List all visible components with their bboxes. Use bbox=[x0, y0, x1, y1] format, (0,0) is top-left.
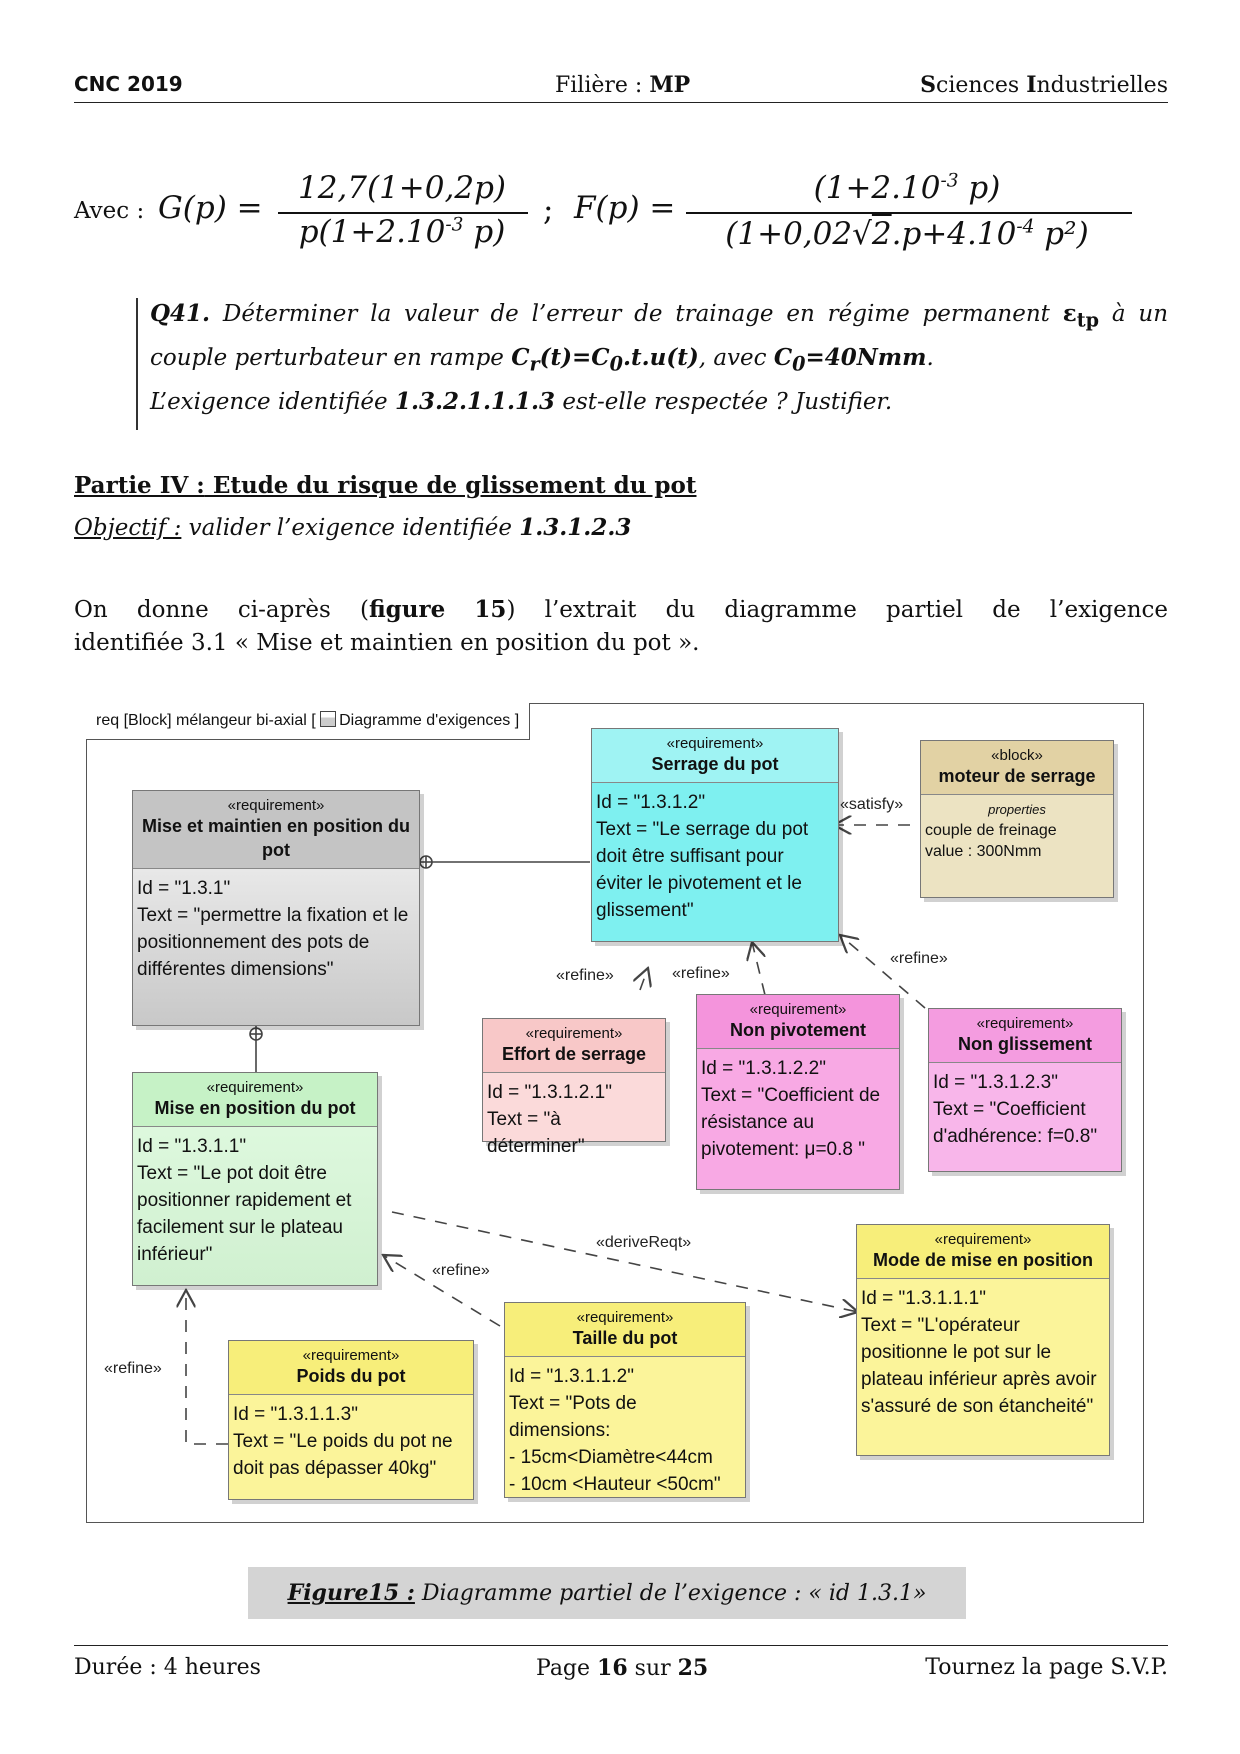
requirement-text: positionnement des pots de bbox=[137, 932, 370, 953]
stereotype-label: «block» bbox=[991, 747, 1043, 764]
requirement-id: Id = "1.3.1.2.3" bbox=[933, 1072, 1058, 1093]
g-numerator: 12,7(1+0,2p) bbox=[297, 170, 507, 206]
question-line-1: Q41. Déterminer la valeur de l’erreur de trainage en régime permanent $\varepsilon_{tp}$ à un bbox=[150, 300, 1169, 332]
requirement-id: Id = "1.3.1.2.1" bbox=[487, 1082, 612, 1103]
f-numerator: ($1+2.10^{-3}$ p) bbox=[813, 170, 1001, 206]
refine-effort-arrow bbox=[640, 968, 648, 990]
requirement-name: Non glissement bbox=[957, 1034, 1093, 1054]
requirement-id: Id = "1.3.1.1.3" bbox=[233, 1404, 358, 1425]
requirement-mode-de-mise-en-position[interactable] bbox=[856, 1224, 1110, 1456]
objective: Objectif : valider l’exigence identifiée 1.3.1.2.3 bbox=[74, 514, 632, 541]
requirement-name: Mode de mise en position bbox=[872, 1250, 1094, 1270]
requirement-text: Text = "Le poids du pot ne bbox=[233, 1431, 453, 1452]
footer-page: Page 16 sur 25 bbox=[536, 1655, 709, 1681]
requirement-id: Id = "1.3.1.1" bbox=[137, 1136, 247, 1157]
requirement-text: plateau inférieur après avoir bbox=[861, 1369, 1097, 1390]
figure-caption: Figure15 : Diagramme partiel de l’exigence : « id 1.3.1» bbox=[248, 1567, 966, 1619]
stereotype-label: «requirement» bbox=[749, 1001, 847, 1018]
requirement-id: Id = "1.3.1.2.2" bbox=[701, 1058, 826, 1079]
header-filiere: Filière : MP bbox=[555, 72, 691, 98]
requirement-text: Text = "L'opérateur bbox=[861, 1315, 1020, 1336]
label-refine-taille: «refine» bbox=[432, 1262, 490, 1279]
requirement-text: Text = "Le serrage du pot bbox=[596, 819, 809, 840]
requirement-text: pivotement: μ=0.8 " bbox=[701, 1139, 865, 1160]
g-lhs: G(p) = bbox=[158, 190, 263, 226]
stereotype-label: «requirement» bbox=[227, 797, 325, 814]
requirement-name: Mise en position du pot bbox=[154, 1098, 356, 1118]
block-name: moteur de serrage bbox=[938, 766, 1096, 786]
diagram-frame-title: req [Block] mélangeur bi-axial [ Diagramme d'exigences ] bbox=[86, 703, 530, 740]
refine-pivot-arrow bbox=[752, 942, 765, 995]
requirement-text: Text = "Pots de dimensions: bbox=[509, 1393, 637, 1441]
requirement-text: - 10cm <Hauteur <50cm" bbox=[509, 1474, 721, 1495]
formula-intro: Avec : bbox=[74, 198, 145, 224]
requirement-taille-du-pot[interactable] bbox=[504, 1302, 746, 1498]
requirement-text: positionne le pot sur le bbox=[861, 1342, 1052, 1363]
f-lhs: F(p) = bbox=[574, 190, 676, 226]
requirement-effort-de-serrage[interactable] bbox=[482, 1018, 666, 1157]
requirement-name: Serrage du pot bbox=[651, 754, 779, 774]
question-line-3: L’exigence identifiée 1.3.2.1.1.1.3 est-elle respectée ? Justifier. bbox=[150, 388, 893, 415]
label-refine-pivot: «refine» bbox=[672, 965, 730, 982]
f-denominator: ($1+0,02√2.p+4.10^{-4}$ p²) bbox=[725, 216, 1089, 252]
header-subject: Sciences Industrielles bbox=[920, 72, 1168, 98]
requirement-text: positionner rapidement et bbox=[137, 1190, 352, 1211]
g-denominator: $p(1+2.10^{-3}$ p) bbox=[298, 214, 506, 250]
label-refine-glissement: «refine» bbox=[890, 950, 948, 967]
formula-separator: ; bbox=[543, 192, 554, 228]
requirement-id: Id = "1.3.1.1.1" bbox=[861, 1288, 986, 1309]
requirement-text: facilement sur le plateau bbox=[137, 1217, 343, 1238]
requirement-poids-du-pot[interactable] bbox=[228, 1340, 474, 1500]
requirement-text: Text = "Coefficient bbox=[933, 1099, 1086, 1120]
requirement-text: Text = "Coefficient de bbox=[701, 1085, 881, 1106]
section-title: Partie IV : Etude du risque de glissement du pot bbox=[74, 472, 697, 499]
requirement-text: Text = "Le pot doit être bbox=[137, 1163, 327, 1184]
footer-rule bbox=[74, 1645, 1168, 1646]
requirement-text: d'adhérence: f=0.8" bbox=[933, 1126, 1098, 1147]
requirement-text: doit pas dépasser 40kg" bbox=[233, 1458, 437, 1479]
requirement-non-glissement[interactable] bbox=[928, 1008, 1122, 1172]
label-satisfy: «satisfy» bbox=[840, 796, 904, 813]
property-value: value : 300Nmm bbox=[925, 843, 1042, 860]
label-refine-poids: «refine» bbox=[104, 1360, 162, 1377]
requirement-id: Id = "1.3.1.1.2" bbox=[509, 1366, 634, 1387]
stereotype-label: «requirement» bbox=[666, 735, 764, 752]
requirement-serrage-du-pot[interactable] bbox=[591, 728, 839, 942]
requirement-name: Taille du pot bbox=[572, 1328, 678, 1348]
requirement-text: éviter le pivotement et le bbox=[596, 873, 802, 894]
requirement-id: Id = "1.3.1" bbox=[137, 878, 231, 899]
requirement-text: Text = "permettre la fixation et le bbox=[137, 905, 409, 926]
stereotype-label: «requirement» bbox=[576, 1309, 674, 1326]
stereotype-label: «requirement» bbox=[976, 1015, 1074, 1032]
intro-line-2: identifiée 3.1 « Mise et maintien en position du pot ». bbox=[74, 630, 700, 656]
requirement-text: doit être suffisant pour bbox=[596, 846, 784, 867]
stereotype-label: «requirement» bbox=[302, 1347, 400, 1364]
requirement-mise-en-position[interactable] bbox=[132, 1072, 378, 1286]
requirement-name: Poids du pot bbox=[296, 1366, 406, 1386]
requirement-id: Id = "1.3.1.2" bbox=[596, 792, 706, 813]
requirement-text: s'assuré de son étancheité" bbox=[861, 1396, 1094, 1417]
property-name: couple de freinage bbox=[925, 822, 1057, 839]
requirement-text: Text = "à déterminer" bbox=[487, 1109, 585, 1157]
requirement-text: résistance au bbox=[701, 1112, 815, 1133]
footer-duration: Durée : 4 heures bbox=[74, 1655, 261, 1680]
refine-poids-arrow bbox=[186, 1290, 228, 1444]
header-exam: CNC 2019 bbox=[74, 72, 183, 96]
stereotype-label: «requirement» bbox=[206, 1079, 304, 1096]
footer-turn-page: Tournez la page S.V.P. bbox=[925, 1655, 1168, 1680]
requirement-text: glissement" bbox=[596, 900, 694, 921]
question-line-2: couple perturbateur en rampe $C_r(t)=C_0.t.u(t)$, avec $C_0=40Nmm$. bbox=[150, 344, 934, 376]
requirement-mise-et-maintien[interactable] bbox=[132, 790, 420, 1026]
requirement-text: - 15cm<Diamètre<44cm bbox=[509, 1447, 713, 1468]
requirement-name: Effort de serrage bbox=[501, 1044, 647, 1064]
requirement-text: différentes dimensions" bbox=[137, 959, 334, 980]
block-moteur-de-serrage[interactable] bbox=[920, 740, 1114, 898]
label-refine-effort: «refine» bbox=[556, 967, 614, 984]
intro-line-1: On donne ci-après (figure 15) l’extrait du diagramme partiel de l’exigence bbox=[74, 596, 1169, 623]
properties-label: properties bbox=[988, 802, 1046, 817]
requirement-text: inférieur" bbox=[137, 1244, 213, 1265]
requirement-name: Non pivotement bbox=[729, 1020, 866, 1040]
requirement-non-pivotement[interactable] bbox=[696, 994, 900, 1190]
stereotype-label: «requirement» bbox=[525, 1025, 623, 1042]
stereotype-label: «requirement» bbox=[934, 1231, 1032, 1248]
label-derive-reqt: «deriveReqt» bbox=[596, 1234, 692, 1251]
requirement-name: Mise et maintien en position du pot bbox=[141, 816, 411, 860]
